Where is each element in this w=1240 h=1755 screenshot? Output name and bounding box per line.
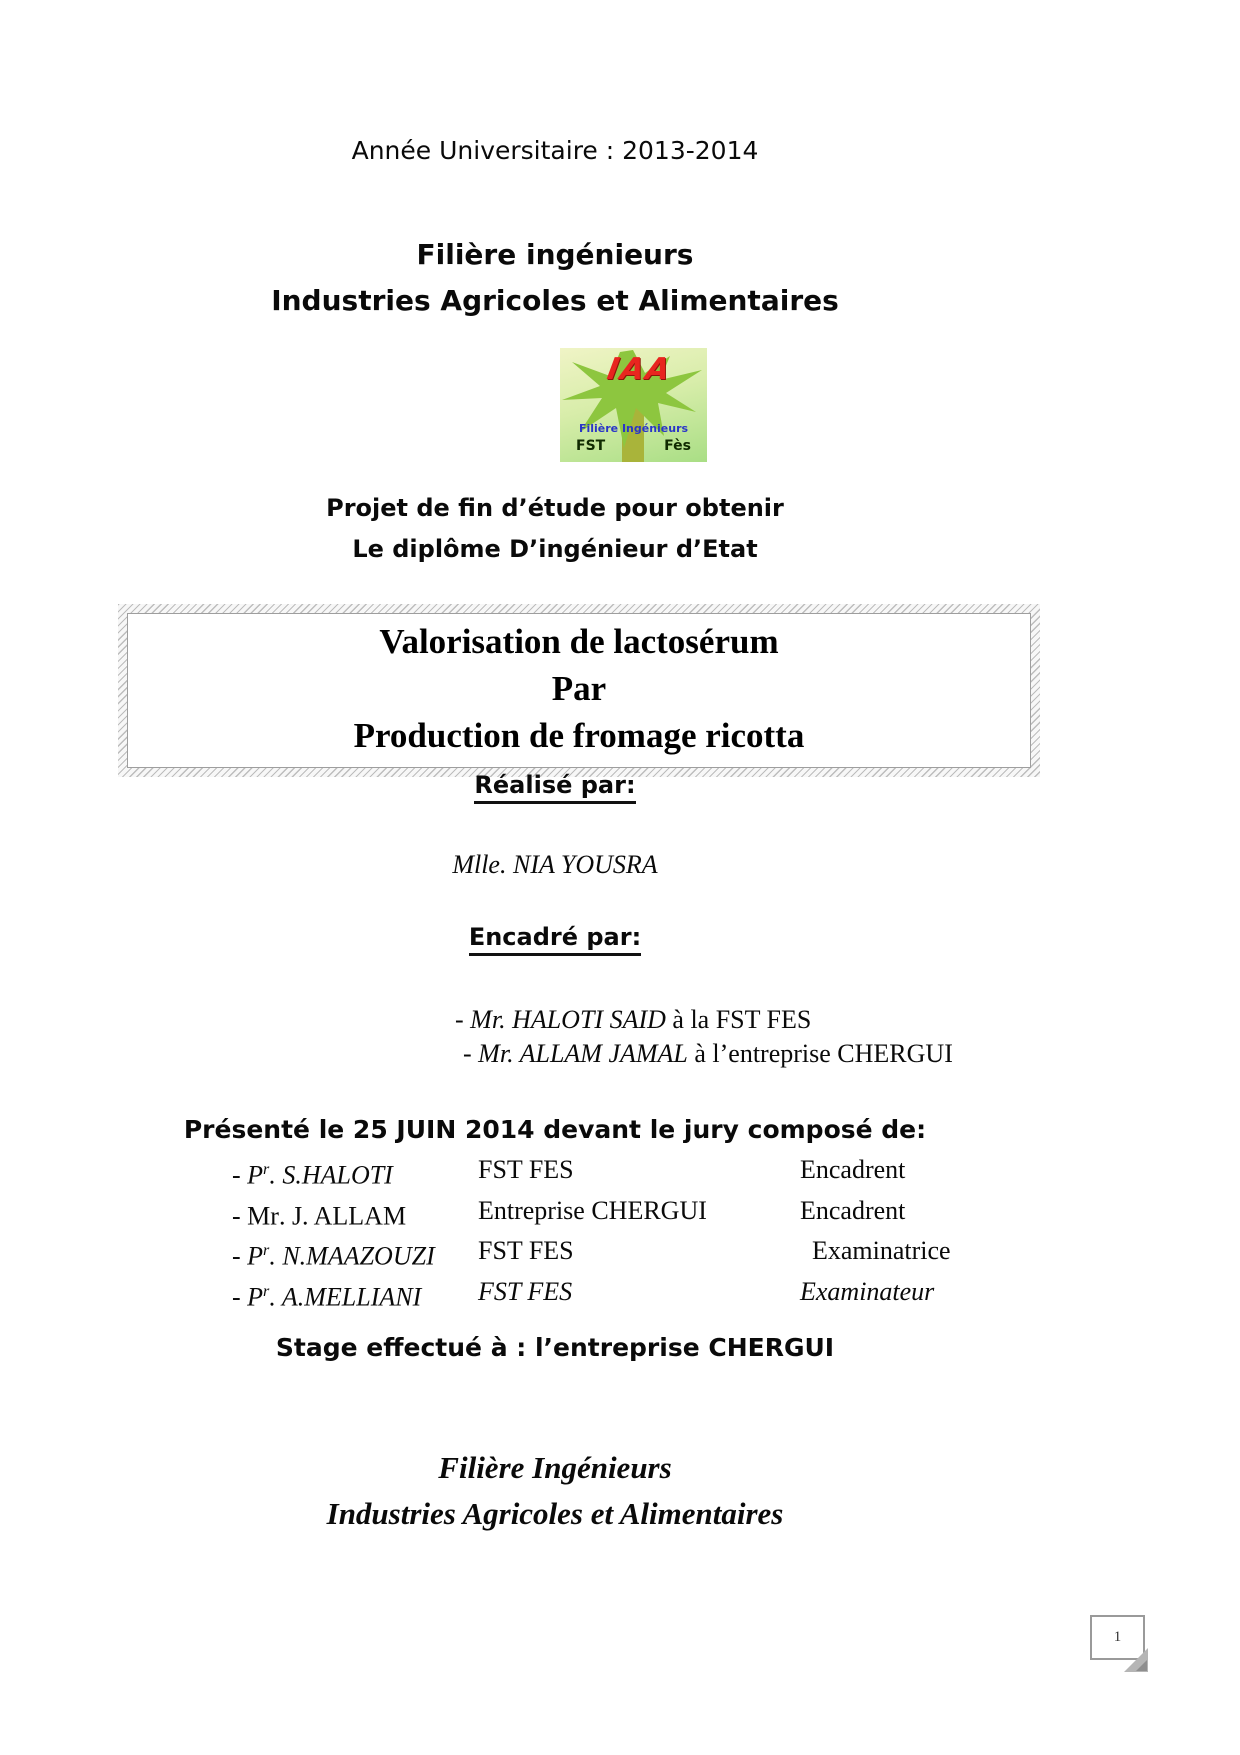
jury-member-org: FST FES xyxy=(478,1155,574,1184)
jury-row xyxy=(232,1274,1192,1315)
jury-row xyxy=(232,1152,1192,1193)
logo-acronym: IAA xyxy=(604,352,675,387)
report-title-line2: Par xyxy=(551,669,607,708)
supervisor-name: Mr. HALOTI SAID xyxy=(470,1005,666,1034)
page-number: 1 xyxy=(1113,1629,1122,1645)
jury-member-role: Encadrent xyxy=(800,1155,906,1184)
jury-member-name: - Mr. J. ALLAM xyxy=(232,1201,407,1231)
jury-member-org: FST FES xyxy=(478,1236,574,1266)
supervisors-list xyxy=(455,1003,953,1071)
report-title-box-inner xyxy=(127,613,1031,768)
footer-program-line2: Industries Agricoles et Alimentaires xyxy=(326,1496,784,1531)
jury-row xyxy=(232,1193,1192,1234)
realise-heading: Réalisé par: xyxy=(0,771,1110,799)
jury-row xyxy=(232,1233,1192,1274)
report-title-box xyxy=(118,604,1040,777)
logo-fst-label: FST xyxy=(576,438,606,454)
supervisor-name: Mr. ALLAM JAMAL xyxy=(478,1039,688,1068)
jury-member-org: FST FES xyxy=(478,1276,573,1306)
jury-heading: Présenté le 25 JUIN 2014 devant le jury composé de: xyxy=(183,1115,927,1144)
jury-list xyxy=(232,1152,1192,1315)
supervisor-line: - Mr. ALLAM JAMAL à l’entreprise CHERGUI xyxy=(463,1039,953,1068)
logo-fes-label: Fès xyxy=(664,438,691,454)
supervisor-affiliation: à la FST FES xyxy=(665,1005,812,1034)
iaa-logo xyxy=(560,348,707,462)
logo-caption: Filière Ingénieurs xyxy=(578,422,689,435)
logo-campus-row xyxy=(560,438,707,454)
supervisor-affiliation: à l’entreprise CHERGUI xyxy=(687,1039,953,1068)
jury-member-name: - $P^r$. N.MAAZOUZI xyxy=(232,1241,435,1271)
internship-line: Stage effectué à : l’entreprise CHERGUI xyxy=(275,1333,835,1362)
report-title-line1: Valorisation de lactosérum xyxy=(379,622,779,661)
program-title-line1: Filière ingénieurs xyxy=(416,238,694,271)
jury-member-name: - $P^r$. A.MELLIANI xyxy=(232,1282,422,1312)
encadre-heading: Encadré par: xyxy=(0,923,1110,951)
jury-member-role: Examinateur xyxy=(800,1276,935,1306)
program-title-line2: Industries Agricoles et Alimentaires xyxy=(271,284,839,317)
footer-program-line1: Filière Ingénieurs xyxy=(438,1450,672,1485)
author-name: Mlle. NIA YOUSRA xyxy=(452,850,658,879)
folded-corner-icon xyxy=(1136,1660,1147,1671)
jury-member-org: Entreprise CHERGUI xyxy=(478,1195,707,1225)
academic-year: Année Universitaire : 2013-2014 xyxy=(351,136,759,165)
purpose-line2: Le diplôme D’ingénieur d’Etat xyxy=(352,535,758,563)
supervisor-line: - Mr. HALOTI SAID à la FST FES xyxy=(455,1005,812,1034)
purpose-line1: Projet de fin d’étude pour obtenir xyxy=(326,494,784,522)
report-title-line3: Production de fromage ricotta xyxy=(353,716,805,755)
jury-member-role: Encadrent xyxy=(800,1195,906,1225)
jury-member-name: - $P^r$. S.HALOTI xyxy=(232,1160,393,1190)
jury-member-role: Examinatrice xyxy=(812,1236,951,1266)
